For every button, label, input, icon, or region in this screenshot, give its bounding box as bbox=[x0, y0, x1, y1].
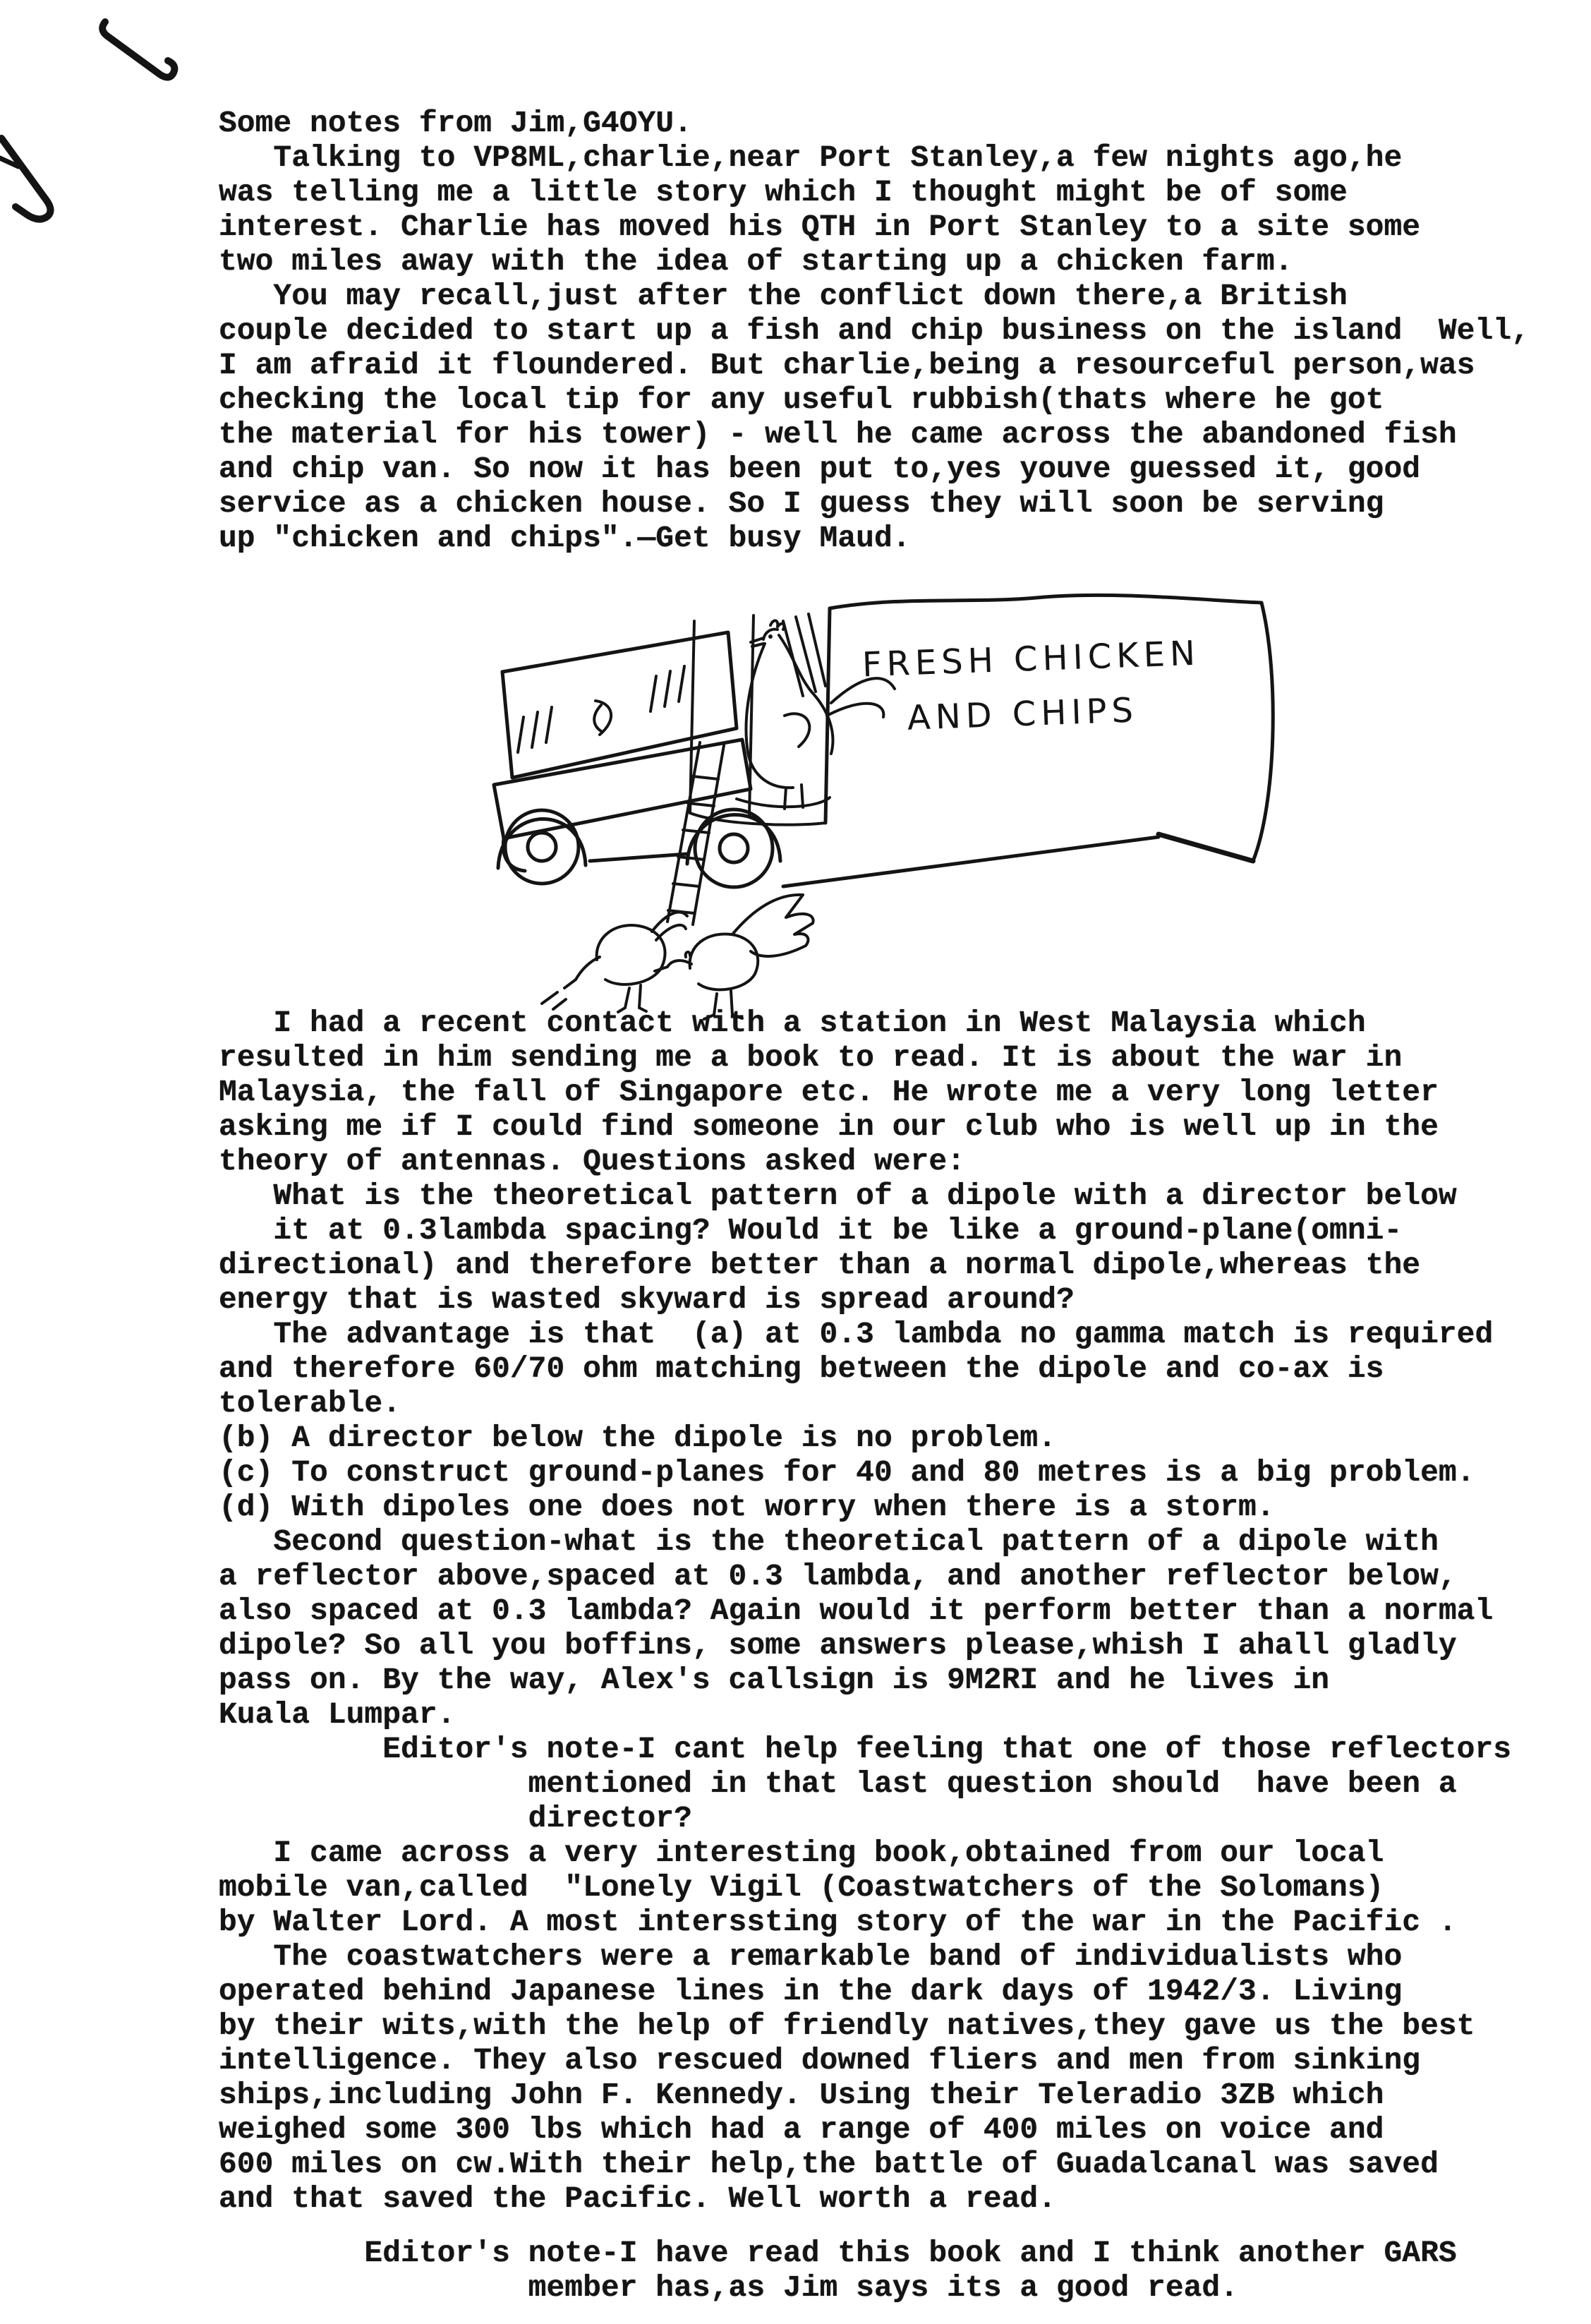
pen-mark-left bbox=[1, 138, 51, 219]
text-line: (c) To construct ground-planes for 40 and 80 metres is a big problem. bbox=[219, 1455, 1475, 1490]
text-line: and therefore 60/70 ohm matching between the dipole and co-ax is bbox=[219, 1351, 1384, 1386]
text-line: 600 miles on cw.With their help,the battle of Guadalcanal was saved bbox=[219, 2147, 1439, 2181]
box-bottom-right-edge bbox=[1159, 834, 1253, 861]
text-line: I came across a very interesting book,obtained from our local bbox=[219, 1836, 1384, 1870]
text-line: couple decided to start up a fish and chip business on the island Well, bbox=[219, 313, 1530, 348]
rooster-eye bbox=[768, 634, 773, 639]
box-bottom-edge bbox=[783, 837, 1159, 886]
rooster-wing bbox=[785, 714, 809, 747]
text-line: resulted in him sending me a book to read. It is about the war in bbox=[219, 1040, 1403, 1075]
chicken-right-tail bbox=[732, 895, 813, 956]
text-line: weighed some 300 lbs which had a range of 400 miles on voice and bbox=[219, 2112, 1384, 2147]
text-line: intelligence. They also rescued downed fliers and men from sinking bbox=[219, 2043, 1421, 2078]
text-line: asking me if I could find someone in our club who is well up in the bbox=[219, 1109, 1439, 1144]
text-line: checking the local tip for any useful rubbish(thats where he got bbox=[219, 383, 1384, 417]
text-line: operated behind Japanese lines in the dark days of 1942/3. Living bbox=[219, 1974, 1403, 2009]
text-line: directional) and therefore better than a normal dipole,whereas the bbox=[219, 1248, 1421, 1282]
text-line: by their wits,with the help of friendly natives,they gave us the best bbox=[219, 2009, 1475, 2043]
cab-vent-squiggle bbox=[594, 701, 611, 735]
text-line: the material for his tower) - well he came across the abandoned fish bbox=[219, 417, 1457, 452]
text-line: up "chicken and chips".—Get busy Maud. bbox=[219, 521, 911, 555]
chassis-line bbox=[590, 854, 687, 861]
text-line: ships,including John F. Kennedy. Using their Teleradio 3ZB which bbox=[219, 2078, 1384, 2112]
text-line: Editor's note-I cant help feeling that one of those reflectors bbox=[219, 1732, 1512, 1766]
text-line: (b) A director below the dipole is no problem. bbox=[219, 1421, 1056, 1455]
text-line: two miles away with the idea of starting up a chicken farm. bbox=[219, 244, 1293, 279]
text-line: The coastwatchers were a remarkable band of individualists who bbox=[219, 1939, 1403, 1974]
text-line: The advantage is that (a) at 0.3 lambda no gamma match is required bbox=[219, 1317, 1494, 1351]
box-top-edge bbox=[830, 595, 1262, 608]
pen-mark-left-tick bbox=[0, 158, 18, 167]
cab-vents-left bbox=[518, 707, 552, 752]
text-line: interest. Charlie has moved his QTH in Port Stanley to a site some bbox=[219, 210, 1421, 244]
text-line: (d) With dipoles one does not worry when there is a storm. bbox=[219, 1490, 1275, 1524]
text-line: mobile van,called "Lonely Vigil (Coastwatchers of the Solomans) bbox=[219, 1870, 1384, 1905]
pen-mark-top bbox=[102, 22, 174, 78]
text-line: service as a chicken house. So I guess they will soon be serving bbox=[219, 486, 1384, 521]
chicken-left bbox=[542, 913, 687, 1012]
text-line: by Walter Lord. A most interssting story of the war in the Pacific . bbox=[219, 1905, 1457, 1939]
text-line: was telling me a little story which I thought might be of some bbox=[219, 175, 1348, 210]
chicken-right-body bbox=[690, 934, 758, 989]
text-line: energy that is wasted skyward is spread around? bbox=[219, 1282, 1075, 1317]
chicken-left-head bbox=[564, 957, 600, 988]
text-line: Second question-what is the theoretical pattern of a dipole with bbox=[219, 1524, 1439, 1559]
text-line bbox=[219, 2216, 1511, 2236]
text-line: Some notes from Jim,G4OYU. bbox=[219, 106, 692, 140]
text-line: You may recall,just after the conflict down there,a British bbox=[219, 279, 1348, 313]
text-line: mentioned in that last question should have been a bbox=[219, 1766, 1457, 1801]
text-line: it at 0.3lambda spacing? Would it be like a ground-plane(omni- bbox=[219, 1213, 1403, 1248]
text-line: Talking to VP8ML,charlie,near Port Stanley,a few nights ago,he bbox=[219, 140, 1403, 175]
text-line: Kuala Lumpar. bbox=[219, 1697, 456, 1732]
rear-wheel-hub bbox=[720, 834, 748, 862]
text-line: Malaysia, the fall of Singapore etc. He wrote me a very long letter bbox=[219, 1075, 1439, 1109]
van-sign-line1: FRESH CHICKEN bbox=[861, 633, 1201, 685]
text-line: a reflector above,spaced at 0.3 lambda, and another reflector below, bbox=[219, 1559, 1457, 1594]
text-line: I had a recent contact with a station in West Malaysia which bbox=[219, 1006, 1366, 1040]
chicken-right-head bbox=[655, 952, 691, 971]
rooster-tail bbox=[827, 678, 895, 717]
typewritten-text-top bbox=[219, 106, 1530, 555]
text-line: member has,as Jim says its a good read. bbox=[219, 2270, 1239, 2305]
chicken-left-body bbox=[597, 925, 665, 985]
van-cab bbox=[494, 632, 830, 871]
cab-vents-right bbox=[651, 666, 684, 711]
text-line: director? bbox=[219, 1801, 692, 1836]
door-opening-lines bbox=[690, 615, 754, 816]
text-line: I am afraid it floundered. But charlie,being a resourceful person,was bbox=[219, 348, 1475, 383]
text-line: dipole? So all you boffins, some answers please,whish I ahall gladly bbox=[219, 1628, 1457, 1663]
text-line: also spaced at 0.3 lambda? Again would it perform better than a normal bbox=[219, 1594, 1494, 1628]
text-line: theory of antennas. Questions asked were: bbox=[219, 1144, 965, 1179]
text-line: tolerable. bbox=[219, 1386, 401, 1421]
chicken-van-cartoon bbox=[452, 565, 1284, 1016]
front-wheel-hub bbox=[528, 833, 556, 861]
text-line: pass on. By the way, Alex's callsign is 9M2RI and he lives in bbox=[219, 1663, 1330, 1697]
front-wheel-tyre bbox=[505, 810, 579, 884]
text-line: What is the theoretical pattern of a dipole with a director below bbox=[219, 1179, 1457, 1213]
cab-windscreen-panel bbox=[502, 632, 737, 778]
box-right-edge bbox=[1253, 603, 1273, 861]
text-line: and chip van. So now it has been put to,yes youve guessed it, good bbox=[219, 452, 1421, 486]
text-line: Editor's note-I have read this book and I think another GARS bbox=[219, 2236, 1457, 2270]
text-line: and that saved the Pacific. Well worth a read. bbox=[219, 2181, 1056, 2216]
front-wheel bbox=[498, 810, 586, 884]
typewritten-text-bottom bbox=[219, 1006, 1511, 2305]
van-sign-line2: AND CHIPS bbox=[906, 690, 1139, 738]
